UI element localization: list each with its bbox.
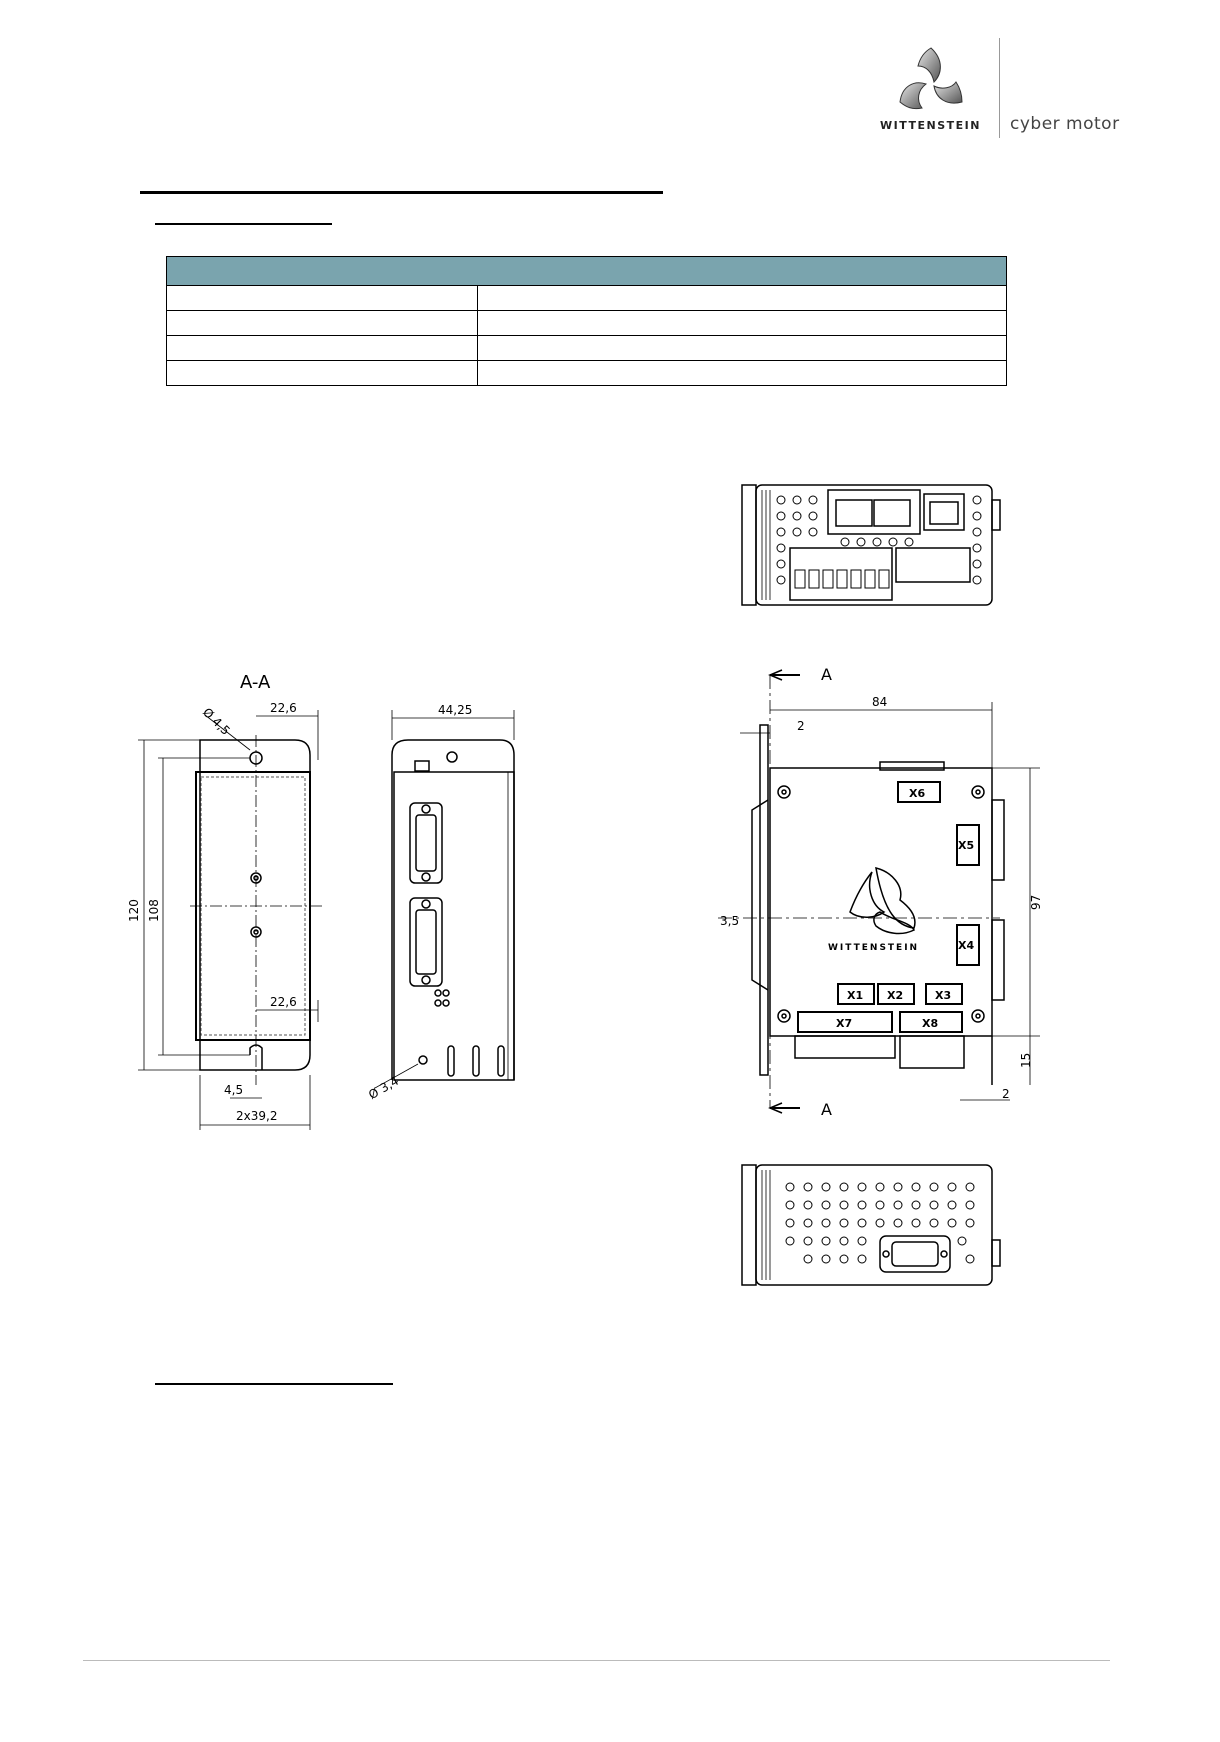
- dim-height-inner: 108: [147, 899, 161, 922]
- brand-product: cyber motor: [1010, 114, 1120, 134]
- connector-label-x4: X4: [958, 939, 975, 952]
- section-label: A-A: [240, 672, 271, 693]
- front-brand-label: WITTENSTEIN: [828, 943, 920, 953]
- dim-height-total: 120: [127, 899, 141, 922]
- dim-slot-offset: 4,5: [224, 1083, 244, 1097]
- dim-hole-small: Ø 3,4: [366, 1073, 402, 1103]
- side-view: [375, 710, 514, 1088]
- dim-width-top: 22,6: [270, 701, 297, 715]
- top-view: [742, 485, 1000, 605]
- connector-label-x8: X8: [922, 1017, 939, 1030]
- subheading-rule: [155, 1383, 393, 1385]
- dim-width-bottom: 22,6: [270, 995, 297, 1009]
- section-marker-top: A: [821, 665, 832, 684]
- connector-label-x2: X2: [887, 989, 904, 1002]
- dim-hole-pitch: 2x39,2: [236, 1109, 278, 1123]
- dim-hole-large: Ø 4,5: [199, 705, 233, 738]
- connector-label-x1: X1: [847, 989, 864, 1002]
- dim-flange: 2: [797, 719, 805, 733]
- connector-label-x5: X5: [958, 839, 975, 852]
- brand-name: WITTENSTEIN: [880, 119, 981, 132]
- connector-label-x6: X6: [909, 787, 926, 800]
- section-marker-bottom: A: [821, 1100, 832, 1119]
- dim-bottom-offset: 15: [1019, 1052, 1033, 1068]
- front-view: [718, 670, 1040, 1113]
- section-view-aa: [138, 672, 325, 1130]
- top-view-vent-holes: [777, 496, 981, 588]
- dim-bottom-flange: 2: [1002, 1087, 1010, 1101]
- dim-rail-offset: 3,5: [720, 914, 740, 928]
- bottom-view: [742, 1165, 1000, 1285]
- dim-depth: 44,25: [438, 703, 473, 717]
- footer-divider: [83, 1660, 1110, 1661]
- dim-front-width: 84: [872, 695, 888, 709]
- connector-label-x3: X3: [935, 989, 952, 1002]
- connector-label-x7: X7: [836, 1017, 853, 1030]
- dim-front-height: 97: [1029, 894, 1043, 910]
